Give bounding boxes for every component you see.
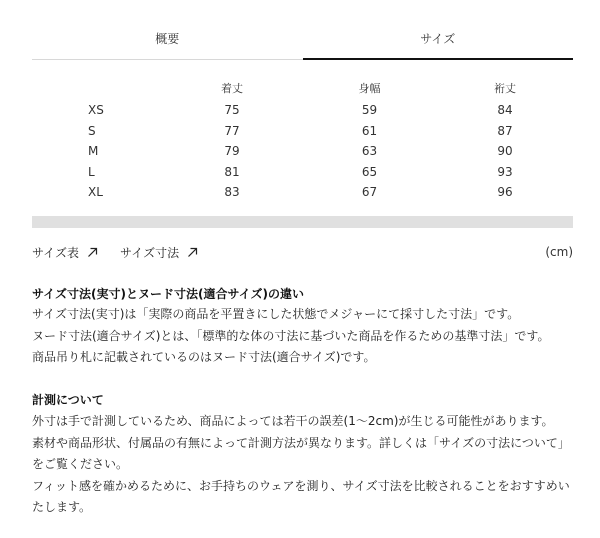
section-text: ヌード寸法(適合サイズ)とは、「標準的な体の寸法に基づいた商品を作るための基準寸法」です。 bbox=[32, 328, 550, 343]
size-label: XL bbox=[88, 185, 103, 200]
table-cell: 84 bbox=[497, 103, 513, 118]
horizontal-scrollbar[interactable] bbox=[32, 216, 573, 228]
size-label: S bbox=[88, 123, 96, 138]
table-cell: 61 bbox=[361, 123, 378, 138]
section-text: サイズ寸法(実寸)は「実際の商品を平置きにした状態でメジャーにて採寸した寸法」です。 bbox=[32, 307, 520, 321]
tab-overview[interactable]: 概要 bbox=[155, 32, 180, 46]
header-width: 身幅 bbox=[358, 82, 381, 95]
section-text: 外寸は手で計測しているため、商品によっては若干の誤差(1〜2cm)が生じる可能性があります。 bbox=[32, 414, 554, 428]
section-text: 商品吊り札に記載されているのはヌード寸法(適合サイズ)です。 bbox=[32, 350, 376, 364]
table-row bbox=[32, 121, 573, 142]
table-cell: 93 bbox=[497, 164, 513, 179]
size-links bbox=[32, 243, 573, 261]
section-title: 計測について bbox=[32, 393, 104, 407]
table-row bbox=[32, 141, 573, 162]
table-cell: 96 bbox=[497, 185, 513, 200]
table-cell: 83 bbox=[224, 185, 240, 200]
section-title: サイズ寸法(実寸)とヌード寸法(適合サイズ)の違い bbox=[32, 287, 305, 301]
table-header-row bbox=[32, 76, 573, 100]
size-chart-link-label: サイズ表 bbox=[32, 245, 80, 260]
table-cell: 87 bbox=[497, 123, 513, 138]
tab-bar bbox=[32, 18, 573, 60]
size-table bbox=[32, 76, 573, 203]
size-label: L bbox=[88, 164, 95, 179]
external-arrow-icon bbox=[87, 247, 98, 258]
table-row bbox=[32, 182, 573, 203]
section-text: 素材や商品形状、付属品の有無によって計測方法が異なります。詳しくは「サイズの寸法について」をご覧ください。 bbox=[32, 435, 570, 471]
table-cell: 90 bbox=[497, 144, 513, 159]
table-cell: 81 bbox=[224, 164, 240, 179]
size-difference-section bbox=[32, 285, 577, 369]
table-cell: 67 bbox=[361, 185, 378, 200]
header-size bbox=[32, 76, 162, 100]
table-row bbox=[32, 100, 573, 121]
unit-label: (cm) bbox=[545, 245, 573, 259]
measurement-section bbox=[32, 391, 577, 519]
size-label: M bbox=[88, 144, 99, 159]
size-chart-link[interactable] bbox=[32, 244, 98, 261]
size-label: XS bbox=[88, 103, 104, 118]
table-cell: 59 bbox=[361, 103, 378, 118]
table-cell: 77 bbox=[224, 123, 240, 138]
table-cell: 63 bbox=[361, 144, 378, 159]
size-measure-link[interactable] bbox=[120, 244, 198, 261]
section-text: フィット感を確かめるために、お手持ちのウェアを測り、サイズ寸法を比較されることをおすすめいたします。 bbox=[32, 478, 570, 514]
header-sleeve: 裄丈 bbox=[494, 82, 516, 95]
header-length: 着丈 bbox=[221, 82, 243, 95]
tab-size[interactable]: サイズ bbox=[303, 18, 574, 59]
table-row bbox=[32, 162, 573, 183]
table-cell: 79 bbox=[224, 144, 240, 159]
table-cell: 75 bbox=[224, 103, 240, 118]
table-cell: 65 bbox=[361, 164, 378, 179]
external-arrow-icon bbox=[187, 247, 198, 258]
size-measure-link-label: サイズ寸法 bbox=[120, 245, 180, 260]
